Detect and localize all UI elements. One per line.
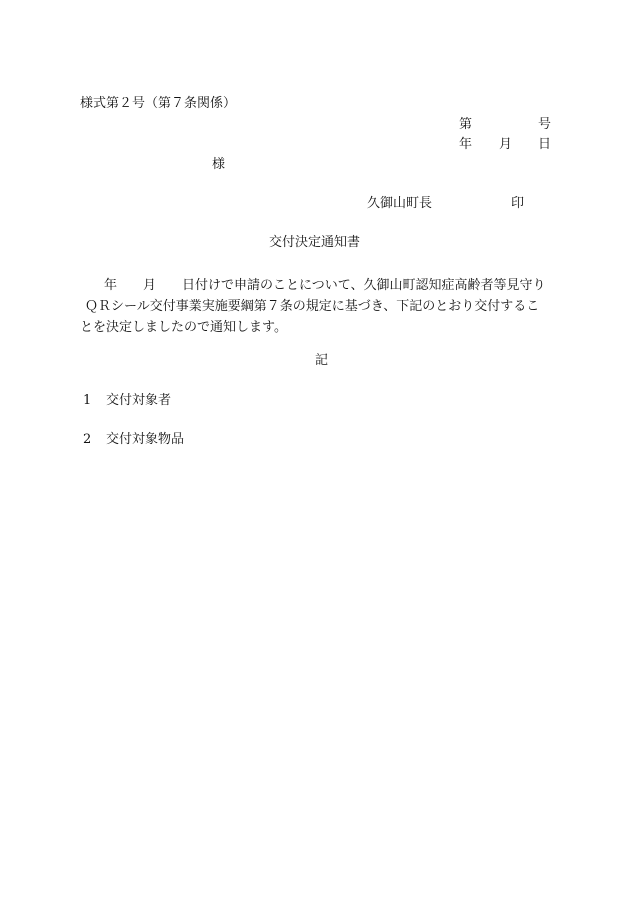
item-number: 1 — [83, 393, 92, 408]
number-prefix: 第 — [459, 117, 473, 132]
date-month: 月 — [499, 137, 513, 152]
recipient-suffix: 様 — [212, 157, 226, 172]
body-line-1: 年 月 日付けで申請のことについて、久御山町認知症高齢者等見守り — [104, 278, 546, 293]
body-paragraph — [80, 275, 553, 338]
sender-name: 久御山町長 — [367, 196, 433, 211]
date-year: 年 — [459, 137, 473, 152]
form-label: 様式第２号（第７条関係） — [80, 96, 237, 111]
date-day: 日 — [538, 137, 552, 152]
body-line-2: ＱＲシール交付事業実施要綱第７条の規定に基づき、下記のとおり交付するこ — [85, 299, 540, 314]
seal-mark: 印 — [511, 196, 525, 211]
item-number: 2 — [83, 432, 92, 447]
item-label: 交付対象物品 — [106, 432, 185, 447]
item-label: 交付対象者 — [106, 393, 172, 408]
ki-heading: 記 — [315, 353, 329, 368]
document-title: 交付決定通知書 — [269, 235, 361, 250]
number-suffix: 号 — [538, 117, 552, 132]
body-line-3: とを決定しましたので通知します。 — [80, 320, 287, 335]
